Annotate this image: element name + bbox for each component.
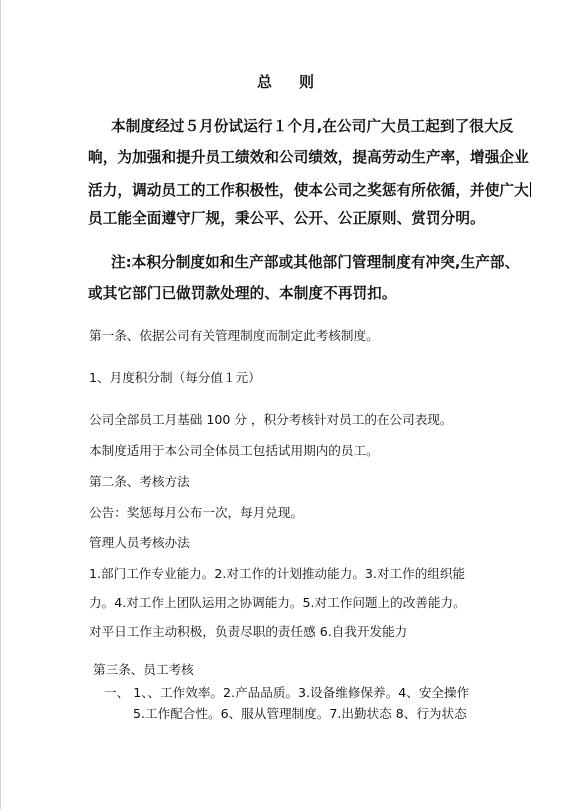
- employee-criteria-line-2: 5.工作配合性。6、服从管理制度。7.出勤状态 8、行为状态: [133, 706, 467, 721]
- article-1: 第一条、依据公司有关管理制度而制定此考核制度。: [89, 328, 379, 343]
- intro-line-3-wrap: [88, 182, 531, 199]
- intro-line-2: 响，为加强和提升员工绩效和公司绩效，提高劳动生产率，增强企业: [88, 149, 529, 166]
- note-line-1: 注:本积分制度如和生产部或其他部门管理制度有冲突,生产部、: [111, 254, 520, 271]
- manager-assessment-heading: 管理人员考核办法: [89, 535, 190, 550]
- intro-line-4: 员工能全面遵守厂规，秉公平、公开、公正原则、赏罚分明。: [88, 210, 485, 227]
- employee-criteria-line-1: 一、 1、、工作效率。2.产品品质。3.设备维修保养。4、安全操作: [104, 685, 470, 700]
- page-title: 总 则: [256, 73, 320, 91]
- article-3: 第三条、员工考核: [93, 662, 194, 677]
- article-2: 第二条、考核方法: [89, 474, 190, 489]
- note-line-2: 或其它部门已做罚款处理的、本制度不再罚扣。: [88, 285, 397, 302]
- manager-criteria-line-2: 力。4.对工作上团队运用之协调能力。5.对工作问题上的改善能力。: [89, 595, 466, 610]
- base-points-line: 公司全部员工月基础 100 分 ，积分考核针对员工的在公司表现。: [89, 412, 453, 427]
- intro-line-3: 活力，调动员工的工作积极性，使本公司之奖惩有所依循，并使广大: [88, 182, 529, 199]
- text-cursor: [530, 182, 531, 197]
- manager-criteria-line-3: 对平日工作主动积极，负责尽职的责任感 6.自我开发能力: [89, 624, 408, 639]
- announcement-line: 公告：奖惩每月公布一次，每月兑现。: [89, 505, 304, 520]
- manager-criteria-line-1: 1.部门工作专业能力。2.对工作的计划推动能力。3.对工作的组织能: [89, 566, 466, 581]
- scope-line: 本制度适用于本公司全体员工包括试用期内的员工。: [89, 443, 379, 458]
- intro-line-1: 本制度经过５月份试运行１个月,在公司广大员工起到了很大反: [111, 118, 514, 135]
- monthly-points-heading: 1、月度积分制（每分值１元）: [89, 370, 261, 385]
